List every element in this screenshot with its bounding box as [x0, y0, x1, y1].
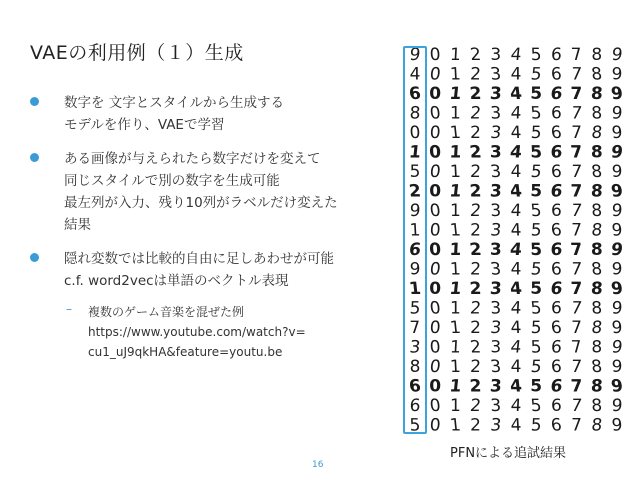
digit-glyph: 2 — [469, 84, 483, 104]
digit-glyph: 7 — [409, 318, 421, 338]
digit-glyph: 8 — [590, 220, 604, 241]
digit-glyph: 3 — [489, 123, 503, 143]
digit-glyph: 5 — [530, 84, 543, 104]
bullet-1-line-2: モデルを作り、VAEで学習 — [64, 117, 225, 133]
digit-glyph: 4 — [510, 259, 522, 280]
digit-glyph: 9 — [611, 103, 623, 124]
digit-glyph: 7 — [571, 318, 583, 338]
digit-glyph: 1 — [449, 162, 462, 182]
digit-glyph: 0 — [429, 45, 442, 65]
digit-glyph: 9 — [611, 318, 623, 338]
digit-glyph: 3 — [490, 337, 502, 358]
digit-glyph: 5 — [529, 64, 543, 85]
digit-glyph: 9 — [611, 396, 623, 416]
digit-glyph: 5 — [529, 259, 543, 280]
digit-glyph: 4 — [509, 279, 523, 299]
digit-glyph: 0 — [429, 220, 442, 241]
digit-glyph: 8 — [591, 45, 603, 65]
digit-glyph: 4 — [509, 376, 523, 397]
digit-glyph: 1 — [449, 357, 462, 377]
digit-glyph: 0 — [429, 84, 442, 104]
bullet-list — [30, 92, 400, 362]
generated-digits-image — [400, 45, 626, 437]
digit-glyph: 0 — [429, 318, 442, 338]
digit-glyph: 1 — [408, 279, 422, 299]
bullet-2-line-3: 最左列が入力、残り10列がラベルだけ変えた — [64, 195, 338, 211]
digit-glyph: 9 — [408, 45, 422, 65]
digit-glyph: 8 — [409, 103, 421, 124]
digit-glyph: 1 — [449, 298, 461, 319]
digit-glyph: 3 — [489, 181, 503, 202]
digit-glyph: 6 — [549, 279, 564, 299]
digit-glyph: 1 — [449, 396, 461, 416]
bullet-2-line-4: 結果 — [64, 217, 91, 233]
digit-glyph: 7 — [570, 181, 584, 202]
digit-glyph: 3 — [489, 142, 502, 163]
digit-glyph: 9 — [610, 45, 624, 65]
digit-glyph: 9 — [610, 142, 624, 163]
digit-glyph: 1 — [448, 220, 462, 241]
digit-glyph: 7 — [570, 84, 584, 104]
digit-glyph: 4 — [510, 357, 522, 377]
digit-glyph: 5 — [529, 103, 543, 124]
digit-glyph: 3 — [489, 376, 503, 397]
digit-glyph: 0 — [428, 357, 442, 377]
digit-glyph: 2 — [470, 220, 482, 241]
slide-title: VAEの利用例（１）生成 — [30, 42, 244, 64]
digit-glyph: 4 — [510, 162, 522, 182]
bullet-2 — [30, 148, 400, 236]
digit-glyph: 8 — [590, 201, 603, 221]
digit-glyph: 0 — [428, 64, 442, 85]
digit-glyph: 4 — [510, 415, 522, 436]
digit-glyph: 7 — [570, 279, 584, 299]
digit-glyph: 5 — [530, 337, 543, 358]
digit-glyph: 6 — [550, 201, 562, 221]
digit-glyph: 2 — [470, 123, 482, 143]
digit-glyph: 1 — [448, 376, 463, 397]
digit-glyph: 2 — [469, 45, 483, 65]
digit-glyph: 4 — [510, 64, 522, 85]
digit-glyph: 2 — [469, 376, 483, 397]
digit-glyph: 8 — [590, 64, 604, 85]
digit-glyph: 8 — [590, 376, 604, 397]
digit-glyph: 1 — [448, 415, 462, 436]
digit-glyph: 1 — [448, 279, 463, 299]
digit-glyph: 7 — [570, 162, 583, 182]
digit-glyph: 2 — [469, 259, 482, 280]
digit-glyph: 9 — [611, 415, 623, 436]
digit-glyph: 9 — [611, 123, 623, 143]
digit-glyph: 9 — [409, 259, 421, 280]
digit-glyph: 1 — [448, 181, 463, 202]
digit-glyph: 2 — [469, 396, 483, 416]
digit-glyph: 1 — [448, 142, 462, 163]
digit-glyph: 3 — [489, 318, 503, 338]
digit-glyph: 5 — [529, 162, 543, 182]
digit-glyph: 9 — [611, 357, 623, 377]
digit-glyph: 6 — [550, 298, 562, 319]
bullet-2-line-2: 同じスタイルで別の数字を生成可能 — [64, 173, 280, 189]
digit-glyph: 7 — [570, 298, 584, 319]
digit-glyph: 2 — [469, 64, 482, 85]
digit-glyph: 8 — [590, 298, 603, 319]
digit-glyph: 6 — [408, 376, 422, 397]
digit-glyph: 8 — [590, 142, 603, 163]
bullet-dot-icon — [30, 253, 39, 262]
digit-glyph: 0 — [409, 123, 421, 143]
digit-glyph: 5 — [530, 318, 543, 338]
digit-glyph: 8 — [590, 84, 604, 104]
bullet-3 — [30, 248, 400, 292]
digit-glyph: 0 — [428, 240, 442, 260]
digit-glyph: 9 — [610, 376, 624, 397]
sub-bullet — [30, 302, 400, 362]
digit-glyph: 1 — [448, 123, 462, 143]
digit-glyph: 3 — [489, 64, 503, 85]
digit-glyph: 6 — [549, 181, 564, 202]
digit-glyph: 3 — [489, 298, 502, 319]
digit-glyph: 0 — [428, 259, 442, 280]
digit-glyph: 9 — [409, 201, 421, 221]
digit-glyph: 0 — [428, 396, 442, 416]
digit-glyph: 1 — [409, 220, 421, 241]
digit-glyph: 5 — [409, 162, 421, 182]
digit-glyph: 2 — [468, 240, 483, 260]
digit-glyph: 3 — [489, 220, 503, 241]
bullet-dot-icon — [30, 153, 39, 162]
digit-glyph: 1 — [449, 337, 462, 358]
bullet-2-line-1: ある画像が与えられたら数字だけを変えて — [64, 151, 321, 167]
digit-glyph: 0 — [428, 298, 442, 319]
bullet-1-line-1: 数字を 文字とスタイルから生成する — [64, 95, 285, 111]
input-column-highlight — [403, 46, 427, 434]
digit-glyph: 5 — [530, 415, 543, 436]
digit-glyph: 5 — [529, 357, 543, 377]
bullet-1 — [30, 92, 400, 136]
digit-glyph: 7 — [570, 103, 584, 124]
digit-glyph: 6 — [549, 318, 563, 338]
digit-glyph: 6 — [550, 103, 562, 124]
digit-glyph: 2 — [469, 103, 483, 124]
digit-glyph: 6 — [409, 396, 421, 416]
digit-glyph: 4 — [510, 298, 522, 319]
digit-glyph: 6 — [408, 240, 422, 260]
digit-glyph: 2 — [468, 142, 483, 163]
digit-glyph: 7 — [571, 220, 583, 241]
digit-glyph: 4 — [509, 181, 523, 202]
digit-glyph: 2 — [469, 162, 482, 182]
digit-glyph: 1 — [448, 240, 462, 260]
digit-glyph: 7 — [570, 45, 584, 65]
digit-glyph: 8 — [590, 162, 604, 182]
digit-glyph: 5 — [530, 220, 543, 241]
digit-glyph: 5 — [530, 376, 543, 397]
digit-glyph: 2 — [469, 181, 483, 202]
digit-glyph: 6 — [550, 337, 563, 358]
digit-glyph: 2 — [470, 415, 482, 436]
digit-glyph: 7 — [571, 123, 583, 143]
digit-glyph: 4 — [510, 201, 522, 221]
page-number: 16 — [312, 460, 324, 470]
digit-glyph: 6 — [550, 259, 563, 280]
digit-glyph: 1 — [449, 103, 461, 124]
digit-glyph: 6 — [550, 45, 563, 65]
digit-glyph: 7 — [570, 259, 583, 280]
digit-glyph: 9 — [611, 259, 623, 280]
digit-glyph: 3 — [489, 357, 503, 377]
digit-glyph: 3 — [489, 201, 502, 221]
digit-glyph: 2 — [469, 357, 482, 377]
digit-glyph: 9 — [610, 84, 624, 104]
digit-glyph: 8 — [409, 357, 421, 377]
digit-glyph: 4 — [510, 318, 522, 338]
digit-glyph: 8 — [590, 240, 603, 260]
digit-glyph: 8 — [590, 279, 604, 299]
digit-glyph: 6 — [549, 220, 563, 241]
digit-glyph: 7 — [570, 64, 583, 85]
digit-glyph: 0 — [428, 103, 442, 124]
sub-bullet-line-1: 複数のゲーム音楽を混ぜた例 — [88, 305, 245, 319]
digit-glyph: 2 — [469, 337, 483, 358]
digit-glyph: 3 — [490, 45, 502, 65]
digit-glyph: 0 — [429, 181, 442, 202]
digit-glyph: 4 — [510, 123, 522, 143]
digit-glyph: 7 — [569, 240, 584, 260]
digit-glyph: 6 — [549, 142, 563, 163]
digit-glyph: 1 — [449, 45, 462, 65]
digit-glyph: 4 — [509, 84, 523, 104]
digit-glyph: 3 — [408, 337, 422, 358]
digit-glyph: 6 — [550, 396, 562, 416]
digit-glyph: 4 — [510, 396, 522, 416]
digit-glyph: 5 — [529, 201, 543, 221]
digit-glyph: 3 — [489, 259, 503, 280]
digit-glyph: 2 — [408, 181, 422, 202]
digit-glyph: 5 — [529, 142, 543, 163]
digit-glyph: 3 — [489, 415, 503, 436]
digit-glyph: 6 — [550, 162, 563, 182]
digit-glyph: 3 — [489, 162, 503, 182]
digit-glyph: 8 — [590, 357, 604, 377]
digit-glyph: 3 — [489, 279, 503, 299]
youtube-link-line-2[interactable]: cu1_uJ9qkHA&feature=youtu.be — [88, 345, 283, 359]
digit-glyph: 8 — [590, 181, 604, 202]
digit-glyph: 4 — [509, 142, 523, 163]
digit-glyph: 9 — [611, 220, 623, 241]
digit-glyph: 4 — [509, 337, 523, 358]
digit-glyph: 7 — [570, 357, 583, 377]
digit-glyph: 4 — [509, 240, 523, 260]
digit-glyph: 0 — [428, 142, 442, 163]
bullet-3-line-2: c.f. word2vecは単語のベクトル表現 — [64, 273, 289, 289]
digit-glyph: 0 — [428, 201, 442, 221]
bullet-3-line-1: 隠れ変数では比較的自由に足しあわせが可能 — [64, 251, 334, 267]
digit-glyph: 9 — [610, 181, 624, 202]
digit-glyph: 3 — [489, 240, 502, 260]
digit-glyph: 9 — [611, 201, 623, 221]
digit-glyph: 6 — [549, 376, 564, 397]
digit-glyph: 8 — [590, 415, 604, 436]
digit-glyph: 6 — [550, 357, 563, 377]
digit-glyph: 0 — [429, 415, 442, 436]
digit-glyph: 1 — [449, 64, 462, 85]
digit-glyph: 0 — [429, 279, 442, 299]
digit-glyph: 3 — [489, 396, 502, 416]
digit-glyph: 5 — [529, 298, 543, 319]
digit-glyph: 8 — [590, 318, 604, 338]
digit-glyph: 8 — [590, 103, 603, 124]
digit-glyph: 7 — [570, 396, 584, 416]
sub-bullet-dash: – — [66, 302, 72, 316]
digit-glyph: 2 — [470, 318, 482, 338]
digit-glyph: 6 — [408, 84, 422, 104]
digit-glyph: 6 — [549, 123, 563, 143]
digit-glyph: 7 — [569, 142, 584, 163]
digit-glyph: 3 — [489, 103, 502, 124]
digit-glyph: 5 — [530, 45, 543, 65]
digit-glyph: 3 — [489, 84, 503, 104]
digit-glyph: 2 — [469, 298, 483, 319]
digit-glyph: 9 — [610, 240, 624, 260]
digit-glyph: 8 — [591, 337, 603, 358]
digit-glyph: 1 — [449, 201, 461, 221]
digit-glyph: 7 — [570, 201, 584, 221]
digit-glyph: 5 — [530, 123, 543, 143]
digit-glyph: 6 — [549, 415, 563, 436]
digit-glyph: 5 — [409, 298, 421, 319]
digit-glyph: 6 — [550, 64, 563, 85]
digit-glyph: 2 — [469, 279, 483, 299]
digit-glyph: 7 — [571, 415, 583, 436]
digit-glyph: 9 — [611, 298, 623, 319]
youtube-link-line-1[interactable]: https://www.youtube.com/watch?v= — [88, 325, 306, 339]
digit-glyph: 8 — [590, 259, 604, 280]
digit-glyph: 5 — [529, 240, 543, 260]
digit-glyph: 1 — [448, 318, 462, 338]
digit-glyph: 0 — [429, 337, 442, 358]
digit-glyph: 4 — [509, 45, 523, 65]
digit-glyph: 2 — [469, 201, 483, 221]
bullet-dot-icon — [30, 97, 39, 106]
digit-glyph: 0 — [428, 162, 442, 182]
digit-glyph: 8 — [590, 123, 604, 143]
digit-glyph: 0 — [429, 376, 442, 397]
digit-glyph: 7 — [570, 337, 584, 358]
digit-glyph: 9 — [610, 279, 624, 299]
digit-glyph: 9 — [611, 64, 623, 85]
digit-glyph: 4 — [510, 103, 522, 124]
digit-glyph: 4 — [409, 64, 421, 85]
digit-glyph: 4 — [510, 220, 522, 241]
digit-glyph: 9 — [611, 162, 623, 182]
digit-glyph: 1 — [408, 142, 422, 163]
digit-glyph: 0 — [429, 123, 442, 143]
digit-glyph: 5 — [530, 181, 543, 202]
digit-glyph: 5 — [409, 415, 421, 436]
digit-glyph: 6 — [549, 240, 563, 260]
digit-glyph: 1 — [448, 84, 463, 104]
figure-caption: PFNによる追試結果 — [450, 446, 567, 461]
digit-glyph: 9 — [610, 337, 624, 358]
digit-glyph: 6 — [549, 84, 564, 104]
digit-glyph: 1 — [449, 259, 462, 280]
digit-glyph: 5 — [530, 279, 543, 299]
digit-glyph: 7 — [570, 376, 584, 397]
digit-glyph: 5 — [529, 396, 543, 416]
digit-glyph: 8 — [590, 396, 603, 416]
